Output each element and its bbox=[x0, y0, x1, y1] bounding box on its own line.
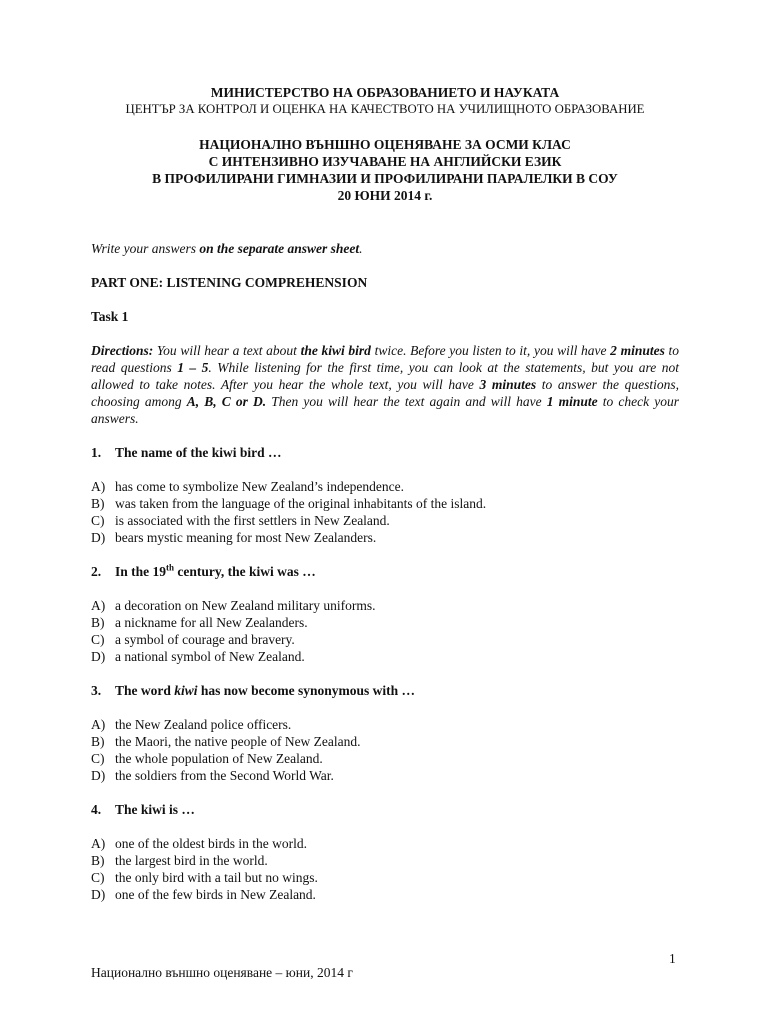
option-text: the whole population of New Zealand. bbox=[115, 751, 323, 766]
option-letter: C) bbox=[91, 751, 105, 766]
directions-bold: 1 – 5 bbox=[177, 360, 209, 375]
option-text: the soldiers from the Second World War. bbox=[115, 768, 334, 783]
option-c bbox=[91, 512, 679, 529]
question-text: The name of the kiwi bird … bbox=[115, 445, 282, 460]
question-text: The kiwi is … bbox=[115, 802, 195, 817]
question-text: The word bbox=[115, 683, 175, 698]
instruction-suffix: . bbox=[359, 241, 363, 256]
question-1-options bbox=[91, 478, 679, 546]
directions-bold: 2 minutes bbox=[610, 343, 665, 358]
directions-text: twice. Before you listen to it, you will have bbox=[370, 343, 611, 358]
option-text: was taken from the language of the original inhabitants of the island. bbox=[115, 496, 487, 511]
exam-title-line: С ИНТЕНЗИВНО ИЗУЧАВАНЕ НА АНГЛИЙСКИ ЕЗИК bbox=[208, 154, 562, 169]
directions-bold: A, B, C or D. bbox=[186, 394, 267, 409]
question-3-options bbox=[91, 716, 679, 784]
question-text: century, the kiwi was … bbox=[174, 564, 316, 579]
option-letter: B) bbox=[91, 734, 105, 749]
option-text: the Maori, the native people of New Zealand. bbox=[115, 734, 361, 749]
question-number: 2. bbox=[91, 564, 102, 579]
directions-text: . While listening for the first time, you can look at the statements, but you are not allowed to take notes. After you hear the whole text, you will have bbox=[91, 360, 680, 392]
option-text: a symbol of courage and bravery. bbox=[115, 632, 295, 647]
option-letter: B) bbox=[91, 615, 105, 630]
option-b bbox=[91, 614, 679, 631]
option-letter: B) bbox=[91, 496, 105, 511]
directions-bold: 3 minutes bbox=[479, 377, 537, 392]
option-d bbox=[91, 886, 679, 903]
question-italic-word: kiwi bbox=[174, 683, 198, 698]
option-letter: D) bbox=[91, 649, 106, 664]
option-a bbox=[91, 716, 679, 733]
question-number: 1. bbox=[91, 445, 102, 460]
option-a bbox=[91, 597, 679, 614]
option-text: a nickname for all New Zealanders. bbox=[115, 615, 308, 630]
question-4-options bbox=[91, 835, 679, 903]
instruction-prefix: Write your answers bbox=[91, 241, 200, 256]
exam-date: 20 ЮНИ 2014 г. bbox=[337, 188, 433, 203]
question-2 bbox=[91, 563, 679, 580]
option-text: bears mystic meaning for most New Zealanders. bbox=[115, 530, 377, 545]
option-c bbox=[91, 631, 679, 648]
directions-text: to check your answers. bbox=[91, 394, 679, 426]
directions-text: Then you will hear the text again and will have bbox=[266, 394, 547, 409]
task-title: Task 1 bbox=[91, 309, 129, 324]
question-number: 3. bbox=[91, 683, 102, 698]
option-text: the only bird with a tail but no wings. bbox=[115, 870, 318, 885]
option-text: one of the few birds in New Zealand. bbox=[115, 887, 316, 902]
directions-text: to answer the questions, choosing among bbox=[91, 377, 679, 409]
option-c bbox=[91, 869, 679, 886]
exam-title-line: В ПРОФИЛИРАНИ ГИМНАЗИИ И ПРОФИЛИРАНИ ПАРАЛЕЛКИ В СОУ bbox=[152, 171, 618, 186]
page-number: 1 bbox=[669, 951, 676, 966]
question-3 bbox=[91, 682, 679, 699]
option-text: has come to symbolize New Zealand’s independence. bbox=[115, 479, 405, 494]
question-text: In the 19 bbox=[115, 564, 167, 579]
option-letter: D) bbox=[91, 887, 106, 902]
option-text: the New Zealand police officers. bbox=[115, 717, 292, 732]
question-1 bbox=[91, 444, 679, 461]
option-a bbox=[91, 835, 679, 852]
option-a bbox=[91, 478, 679, 495]
directions-bold: the kiwi bird bbox=[300, 343, 371, 358]
option-letter: D) bbox=[91, 768, 106, 783]
task-directions bbox=[91, 342, 679, 427]
option-b bbox=[91, 733, 679, 750]
option-c bbox=[91, 750, 679, 767]
option-b bbox=[91, 852, 679, 869]
option-letter: C) bbox=[91, 870, 105, 885]
center-name: ЦЕНТЪР ЗА КОНТРОЛ И ОЦЕНКА НА КАЧЕСТВОТО НА УЧИЛИЩНОТО ОБРАЗОВАНИЕ bbox=[125, 102, 645, 116]
option-letter: D) bbox=[91, 530, 106, 545]
option-text: a national symbol of New Zealand. bbox=[115, 649, 305, 664]
page-footer: Национално външно оценяване – юни, 2014 г bbox=[91, 965, 353, 980]
exam-page bbox=[91, 85, 679, 903]
exam-title-line: НАЦИОНАЛНО ВЪНШНО ОЦЕНЯВАНЕ ЗА ОСМИ КЛАС bbox=[199, 137, 571, 152]
exam-title bbox=[91, 136, 679, 204]
option-letter: B) bbox=[91, 853, 105, 868]
option-text: one of the oldest birds in the world. bbox=[115, 836, 307, 851]
question-number: 4. bbox=[91, 802, 102, 817]
instruction-emphasis: on the separate answer sheet bbox=[199, 241, 360, 256]
part-title: PART ONE: LISTENING COMPREHENSION bbox=[91, 275, 368, 290]
option-letter: A) bbox=[91, 717, 106, 732]
option-letter: A) bbox=[91, 598, 106, 613]
ministry-name: МИНИСТЕРСТВО НА ОБРАЗОВАНИЕТО И НАУКАТА bbox=[210, 85, 560, 100]
option-text: a decoration on New Zealand military uniforms. bbox=[115, 598, 376, 613]
option-d bbox=[91, 767, 679, 784]
option-letter: A) bbox=[91, 479, 106, 494]
question-superscript: th bbox=[166, 562, 175, 573]
option-text: is associated with the first settlers in New Zealand. bbox=[115, 513, 390, 528]
option-text: the largest bird in the world. bbox=[115, 853, 268, 868]
option-d bbox=[91, 529, 679, 546]
directions-label: Directions: bbox=[91, 343, 154, 358]
directions-text: You will hear a text about bbox=[153, 343, 301, 358]
answer-instruction bbox=[91, 240, 679, 257]
option-letter: C) bbox=[91, 513, 105, 528]
question-text: has now become synonymous with … bbox=[197, 683, 416, 698]
option-d bbox=[91, 648, 679, 665]
option-b bbox=[91, 495, 679, 512]
option-letter: C) bbox=[91, 632, 105, 647]
directions-text: to read questions bbox=[91, 343, 679, 375]
question-2-options bbox=[91, 597, 679, 665]
directions-bold: 1 minute bbox=[546, 394, 598, 409]
option-letter: A) bbox=[91, 836, 106, 851]
question-4 bbox=[91, 801, 679, 818]
